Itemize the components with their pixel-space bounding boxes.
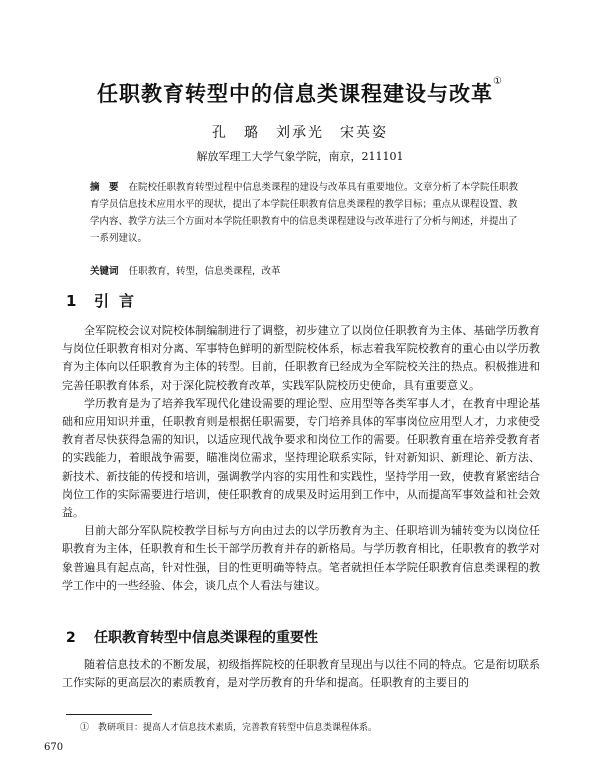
section-heading-importance: [66, 627, 318, 647]
paragraph: 全军院校会议对院校体制编制进行了调整，初步建立了以岗位任职教育为主体、基础学历教育与岗位任职教育相对分离、军事特色鲜明的新型院校体系，标志着我军院校教育的重心由以学历教育为主体向以任职教育为主体的转型。目前，任职教育已经成为全军院校关注的热点。积极推进和完善任职教育体系，对于深化院校教育改革，实践军队院校历史使命，具有重要意义。: [62, 324, 540, 392]
author-list: 孔 璐 刘承光 宋英姿: [212, 125, 388, 141]
abstract: [90, 179, 520, 247]
section-title: 任职教育转型中信息类课程的重要性: [94, 630, 318, 646]
paragraph: 随着信息技术的不断发展，初级指挥院校的任职教育呈现出与以往不同的特点。它是衔切联系工作实际的更高层次的素质教育，是对学历教育的升华和提高。任职教育的主要目的: [62, 658, 540, 690]
abstract-label: 摘 要: [90, 182, 119, 193]
paper-title: 任职教育转型中的信息类课程建设与改革①: [97, 76, 503, 106]
section-heading-introduction: [66, 290, 144, 311]
section-body-importance: [62, 656, 540, 692]
footnote: ① 教研项目：提高人才信息技术素质，完善教育转型中信息类课程体系。: [80, 723, 378, 733]
keywords-text: 任职教育，转型，信息类课程，改革: [128, 266, 281, 277]
keywords-label: 关键词: [90, 266, 119, 277]
affiliation: 解放军理工大学气象学院，南京，211101: [196, 150, 404, 163]
paragraph: 目前大部分军队院校教学目标与方向由过去的以学历教育为主、任职培训为辅转变为以岗位任职教育为主体，任职教育和生长干部学历教育并存的新格局。与学历教育相比，任职教育的教学对象普遍具有起点高，针对性强，目的性更明确等特点。笔者就担任本学院任职教育信息类课程的教学工作中的一些经验、体会，谈几点个人看法与建议。: [62, 524, 540, 592]
abstract-text: 在院校任职教育转型过程中信息类课程的建设与改革具有重要地位。文章分析了本学院任职教育学员信息技术应用水平的现状，提出了本学院任职教育信息类课程的教学目标；重点从课程设置、教学内容、教学方法三个方面对本学院任职教育中的信息类课程建设与改革进行了分析与阐述，并提出了一系列建议。: [90, 182, 519, 244]
page-number: 670: [44, 742, 64, 753]
paragraph: 学历教育是为了培养我军现代化建设需要的理论型、应用型等各类军事人才，在教育中理论基础和应用知识并重，任职教育则是根据任职需要，专门培养具体的军事岗位应用型人才，力求使受教育者尽快获得急需的知识，以适应现代战争要求和岗位工作的需要。任职教育重在培养受教育者的实践能力，着眼战争需要，瞄准岗位需求，坚持理论联系实际，针对新知识、新理论、新方法、新技术、新技能的传授和培训，强调教学内容的实用性和实践性，坚持学用一致，使教育紧密结合岗位工作的实际需要进行培训，使任职教育的成果及时运用到工作中，从而提高军事效益和社会效益。: [62, 396, 540, 520]
title-footnote-mark: ①: [493, 76, 503, 87]
section-number: 1: [66, 292, 77, 310]
keywords: [90, 263, 520, 277]
section-body-introduction: [62, 322, 540, 595]
section-title: 引言: [94, 292, 145, 310]
footnote-divider: [66, 714, 152, 715]
section-number: 2: [66, 630, 76, 646]
